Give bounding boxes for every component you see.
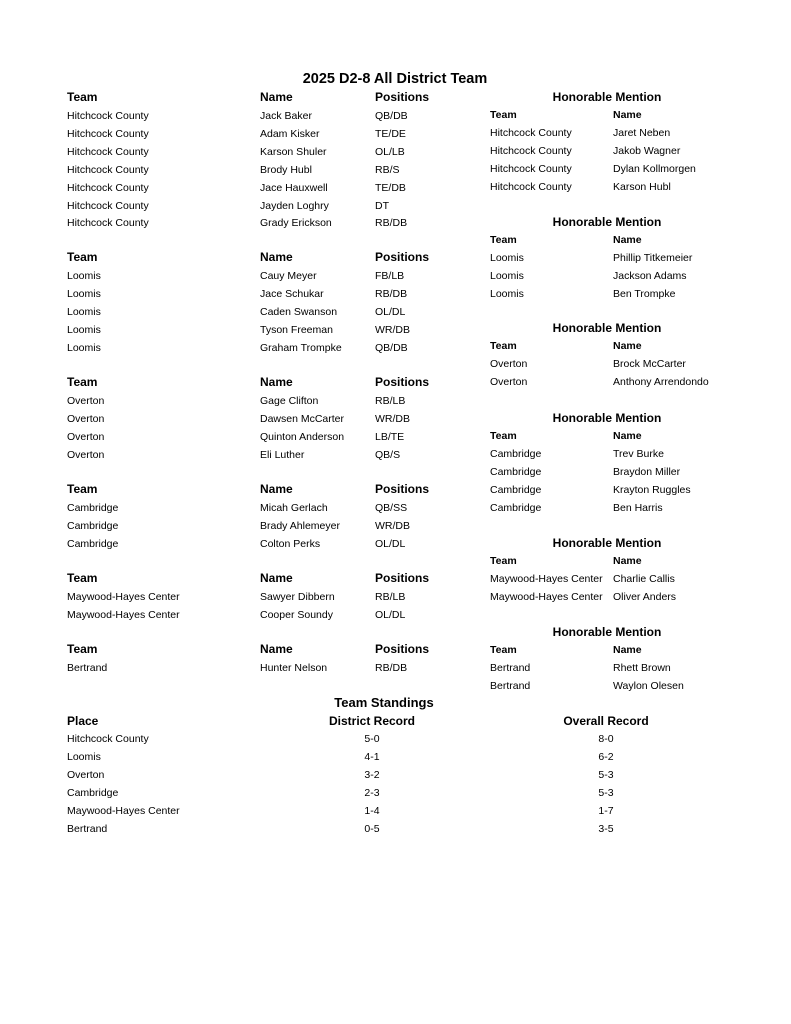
player-team-cell: Hitchcock County (67, 145, 149, 158)
honorable-mention-title: Honorable Mention (552, 215, 662, 229)
player-name-cell: Jace Hauxwell (260, 181, 328, 194)
standings-place-cell: Cambridge (67, 786, 119, 799)
player-name-cell: Brady Ahlemeyer (260, 519, 340, 532)
honorable-mention-title: Honorable Mention (552, 625, 662, 639)
standings-district-cell: 5-0 (364, 733, 380, 745)
hm-name-cell: Trev Burke (613, 448, 664, 460)
player-name-cell: Graham Trompke (260, 341, 342, 354)
hm-team-column-header: Team (490, 555, 517, 567)
player-name-cell: Adam Kisker (260, 127, 320, 140)
positions-column-header: Positions (375, 90, 430, 104)
hm-team-column-header: Team (490, 340, 517, 352)
hm-name-cell: Phillip Titkemeier (613, 252, 693, 264)
hm-name-cell: Jaret Neben (613, 127, 671, 139)
standings-overall-header: Overall Record (563, 714, 649, 728)
player-name-cell: Tyson Freeman (260, 323, 333, 336)
team-column-header: Team (67, 250, 98, 264)
hm-name-cell: Jakob Wagner (613, 144, 681, 157)
hm-team-cell: Overton (490, 358, 528, 370)
honorable-mention-title: Honorable Mention (552, 321, 662, 335)
standings-place-cell: Overton (67, 768, 105, 781)
positions-column-header: Positions (375, 375, 430, 389)
standings-place-header: Place (67, 714, 99, 728)
standings-district-header: District Record (328, 714, 416, 728)
player-position-cell: QB/SS (375, 502, 408, 514)
positions-column-header: Positions (375, 642, 430, 656)
name-column-header: Name (260, 482, 293, 496)
standings-place-cell: Loomis (67, 750, 101, 763)
standings-district-cell: 0-5 (364, 822, 380, 835)
player-name-cell: Gage Clifton (260, 395, 319, 407)
player-position-cell: OL/LB (375, 145, 405, 158)
player-name-cell: Cooper Soundy (260, 608, 333, 621)
standings-overall-cell: 1-7 (598, 804, 614, 817)
player-team-cell: Loomis (67, 270, 101, 282)
hm-name-cell: Anthony Arrendondo (613, 375, 709, 388)
name-column-header: Name (260, 375, 293, 389)
player-position-cell: RB/DB (375, 287, 408, 300)
player-team-cell: Hitchcock County (67, 110, 149, 122)
hm-team-cell: Hitchcock County (490, 127, 572, 139)
player-team-cell: Cambridge (67, 519, 119, 532)
player-position-cell: OL/DL (375, 305, 406, 318)
name-column-header: Name (260, 90, 293, 104)
standings-title: Team Standings (334, 695, 434, 710)
hm-team-cell: Maywood-Hayes Center (490, 590, 603, 603)
honorable-mention-title: Honorable Mention (552, 90, 662, 104)
standings-overall-cell: 3-5 (598, 822, 614, 835)
hm-name-cell: Krayton Ruggles (613, 483, 691, 496)
player-name-cell: Hunter Nelson (260, 662, 328, 674)
player-position-cell: QB/DB (375, 110, 408, 122)
player-team-cell: Loomis (67, 323, 101, 336)
hm-name-column-header: Name (613, 109, 642, 121)
player-position-cell: RB/LB (375, 395, 406, 407)
player-team-cell: Cambridge (67, 502, 119, 514)
hm-name-cell: Oliver Anders (613, 590, 677, 603)
player-name-cell: Jace Schukar (260, 287, 324, 300)
hm-team-cell: Cambridge (490, 465, 542, 478)
player-position-cell: OL/DL (375, 608, 406, 621)
standings-district-cell: 1-4 (364, 804, 380, 817)
honorable-mention-title: Honorable Mention (552, 411, 662, 425)
hm-name-cell: Dylan Kollmorgen (613, 162, 696, 175)
player-name-cell: Dawsen McCarter (260, 412, 345, 425)
player-team-cell: Bertrand (67, 662, 108, 674)
player-team-cell: Overton (67, 412, 105, 425)
standings-overall-cell: 5-3 (598, 786, 614, 799)
player-position-cell: DT (375, 199, 389, 212)
standings-overall-cell: 5-3 (598, 768, 614, 781)
player-team-cell: Hitchcock County (67, 163, 149, 176)
player-position-cell: TE/DE (375, 127, 406, 140)
player-team-cell: Loomis (67, 341, 101, 354)
player-position-cell: WR/DB (375, 412, 410, 425)
team-column-header: Team (67, 90, 98, 104)
player-position-cell: OL/DL (375, 537, 406, 550)
positions-column-header: Positions (375, 482, 430, 496)
hm-name-cell: Ben Harris (613, 501, 663, 514)
player-name-cell: Quinton Anderson (260, 430, 345, 443)
hm-team-cell: Cambridge (490, 448, 542, 460)
player-team-cell: Hitchcock County (67, 127, 149, 140)
hm-team-column-header: Team (490, 234, 517, 246)
player-name-cell: Grady Erickson (260, 217, 332, 230)
player-name-cell: Micah Gerlach (260, 502, 328, 514)
hm-name-column-header: Name (613, 234, 642, 246)
hm-name-cell: Rhett Brown (613, 662, 671, 674)
hm-team-cell: Bertrand (490, 662, 531, 674)
player-name-cell: Karson Shuler (260, 145, 327, 158)
player-team-cell: Loomis (67, 305, 101, 318)
player-position-cell: WR/DB (375, 323, 410, 336)
player-team-cell: Maywood-Hayes Center (67, 608, 180, 621)
hm-team-cell: Cambridge (490, 501, 542, 514)
player-name-cell: Caden Swanson (260, 305, 338, 318)
standings-district-cell: 3-2 (364, 768, 380, 781)
player-name-cell: Brody Hubl (260, 163, 312, 176)
hm-team-column-header: Team (490, 644, 517, 656)
hm-team-column-header: Team (490, 430, 517, 442)
team-column-header: Team (67, 375, 98, 389)
player-position-cell: FB/LB (375, 270, 405, 282)
hm-name-cell: Waylon Olesen (613, 679, 684, 692)
hm-team-cell: Hitchcock County (490, 180, 572, 193)
player-team-cell: Hitchcock County (67, 199, 149, 212)
team-column-header: Team (67, 482, 98, 496)
standings-district-cell: 2-3 (364, 786, 380, 799)
hm-name-cell: Braydon Miller (613, 465, 681, 478)
hm-team-cell: Hitchcock County (490, 144, 572, 157)
player-team-cell: Overton (67, 395, 105, 407)
player-name-cell: Colton Perks (260, 537, 321, 550)
hm-name-cell: Brock McCarter (613, 358, 686, 370)
hm-name-column-header: Name (613, 644, 642, 656)
honorable-mention-title: Honorable Mention (552, 536, 662, 550)
hm-team-cell: Overton (490, 375, 528, 388)
player-position-cell: RB/DB (375, 217, 408, 230)
hm-name-cell: Jackson Adams (613, 269, 687, 282)
team-column-header: Team (67, 642, 98, 656)
player-name-cell: Sawyer Dibbern (260, 591, 335, 603)
player-team-cell: Overton (67, 430, 105, 443)
standings-district-cell: 4-1 (364, 750, 380, 763)
player-name-cell: Eli Luther (260, 448, 305, 461)
standings-place-cell: Maywood-Hayes Center (67, 804, 180, 817)
player-position-cell: LB/TE (375, 430, 405, 443)
standings-place-cell: Bertrand (67, 822, 108, 835)
name-column-header: Name (260, 642, 293, 656)
player-name-cell: Jack Baker (260, 110, 312, 122)
player-team-cell: Cambridge (67, 537, 119, 550)
name-column-header: Name (260, 571, 293, 585)
player-position-cell: TE/DB (375, 181, 406, 194)
hm-team-cell: Loomis (490, 269, 524, 282)
hm-name-cell: Ben Trompke (613, 287, 676, 300)
page-title: 2025 D2-8 All District Team (302, 71, 488, 87)
hm-team-column-header: Team (490, 109, 517, 121)
player-name-cell: Cauy Meyer (260, 270, 317, 282)
hm-team-cell: Loomis (490, 287, 524, 300)
hm-name-column-header: Name (613, 340, 642, 352)
name-column-header: Name (260, 250, 293, 264)
player-team-cell: Hitchcock County (67, 217, 149, 230)
standings-place-cell: Hitchcock County (67, 733, 149, 745)
player-position-cell: RB/S (375, 163, 400, 176)
hm-team-cell: Maywood-Hayes Center (490, 573, 603, 585)
hm-name-column-header: Name (613, 555, 642, 567)
player-team-cell: Maywood-Hayes Center (67, 591, 180, 603)
hm-team-cell: Hitchcock County (490, 162, 572, 175)
player-team-cell: Hitchcock County (67, 181, 149, 194)
standings-overall-cell: 6-2 (598, 750, 614, 763)
standings-overall-cell: 8-0 (598, 733, 614, 745)
player-position-cell: QB/S (375, 448, 401, 461)
player-name-cell: Jayden Loghry (260, 199, 329, 212)
player-position-cell: QB/DB (375, 341, 408, 354)
hm-team-cell: Cambridge (490, 483, 542, 496)
player-team-cell: Loomis (67, 287, 101, 300)
hm-team-cell: Loomis (490, 252, 524, 264)
hm-name-cell: Karson Hubl (613, 180, 671, 193)
hm-team-cell: Bertrand (490, 679, 531, 692)
player-position-cell: WR/DB (375, 519, 410, 532)
positions-column-header: Positions (375, 250, 430, 264)
hm-name-column-header: Name (613, 430, 642, 442)
player-team-cell: Overton (67, 448, 105, 461)
player-position-cell: RB/LB (375, 591, 406, 603)
hm-name-cell: Charlie Callis (613, 573, 675, 585)
positions-column-header: Positions (375, 571, 430, 585)
team-column-header: Team (67, 571, 98, 585)
player-position-cell: RB/DB (375, 662, 408, 674)
